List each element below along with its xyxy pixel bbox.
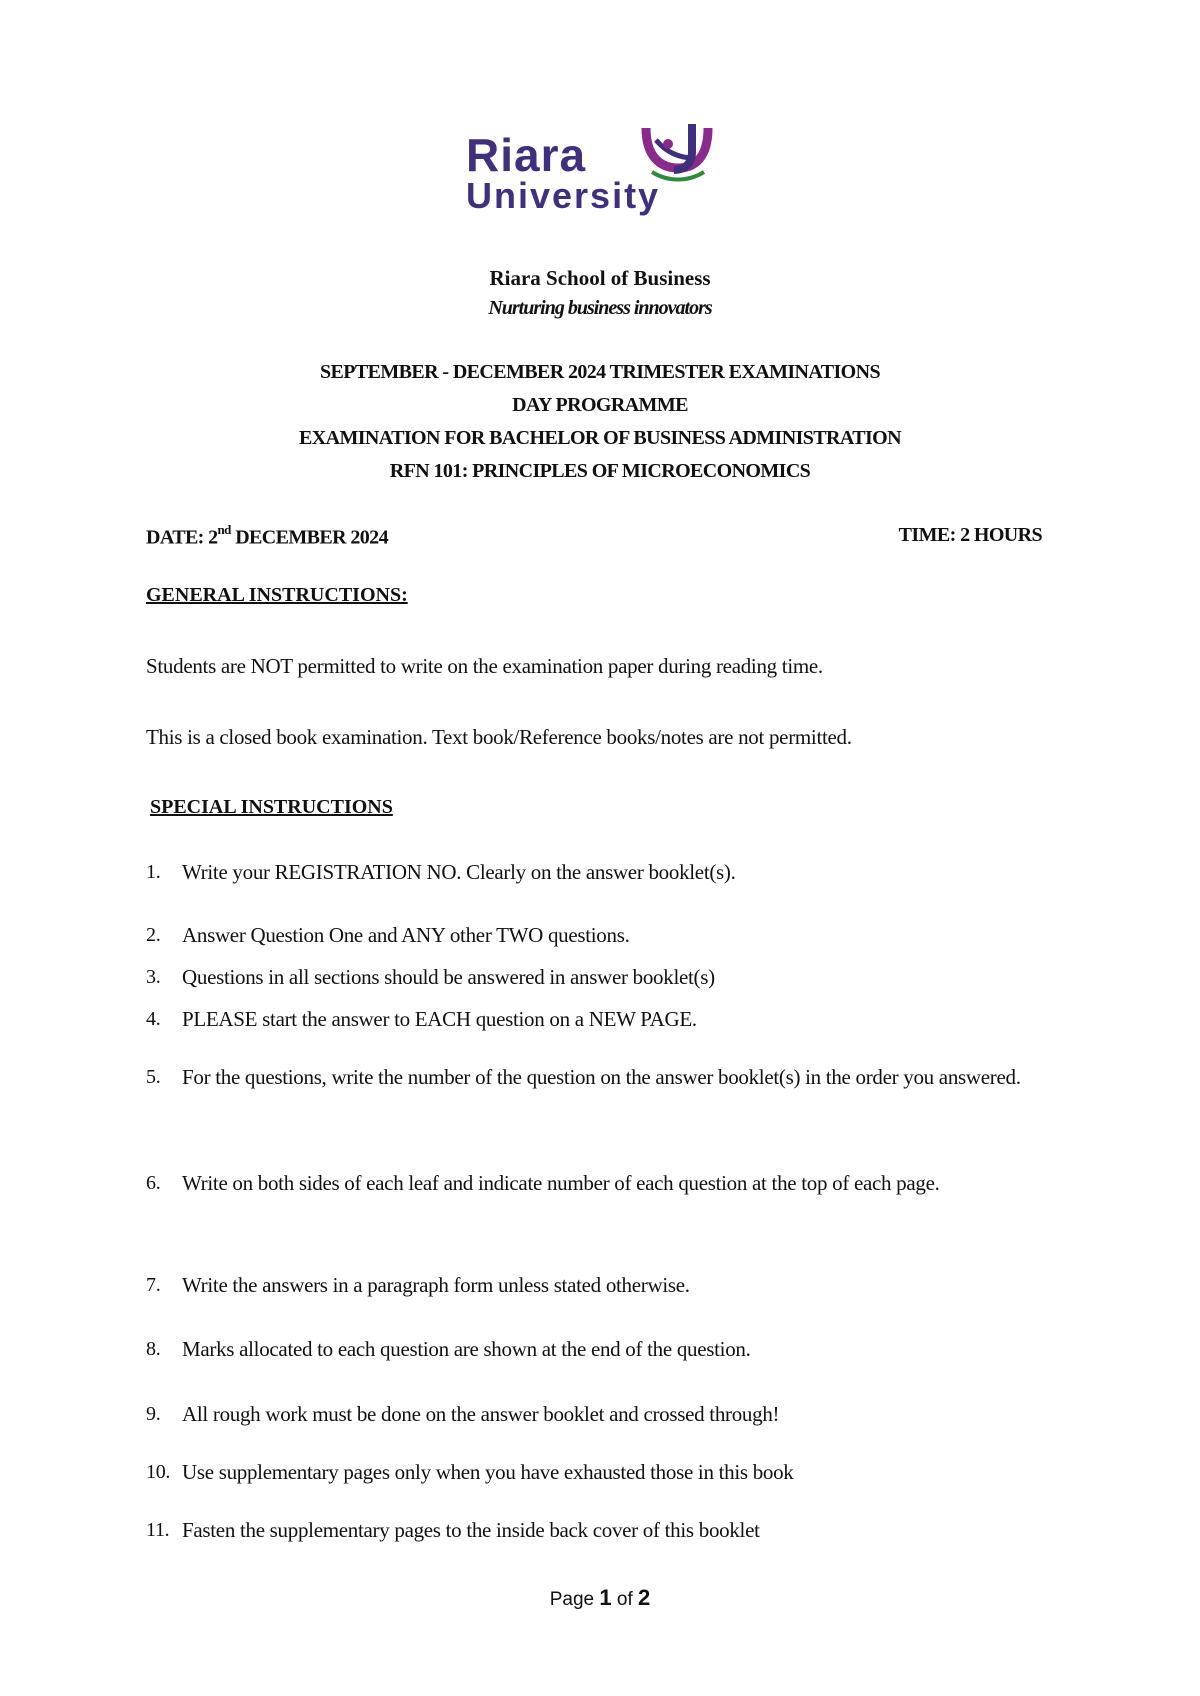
exam-duration: TIME: 2 HOURS <box>898 524 1042 546</box>
page-number: Page 1 of 2 <box>549 1585 651 1610</box>
general-instruction-1: Students are NOT permitted to write on the examination paper during reading time. <box>146 654 823 678</box>
course-title: RFN 101: PRINCIPLES OF MICROECONOMICS <box>389 460 811 482</box>
exam-date: DATE: 2nd DECEMBER 2024 <box>146 522 388 549</box>
special-instruction-item: 8. Marks allocated to each question are shown at the end of the question. <box>146 1337 751 1361</box>
school-name: Riara School of Business <box>489 266 711 290</box>
special-instruction-item: 11. Fasten the supplementary pages to the inside back cover of this booklet <box>146 1518 760 1542</box>
special-instruction-item: 1. Write your REGISTRATION NO. Clearly on the answer booklet(s). <box>146 860 736 884</box>
degree-title: EXAMINATION FOR BACHELOR OF BUSINESS ADMINISTRATION <box>299 427 901 449</box>
special-instruction-item: 9. All rough work must be done on the answer booklet and crossed through! <box>146 1402 780 1426</box>
special-instruction-item: 6. Write on both sides of each leaf and indicate number of each question at the top of each page. <box>146 1171 940 1195</box>
special-instruction-item: 4. PLEASE start the answer to EACH question on a NEW PAGE. <box>146 1007 697 1031</box>
general-instructions-title: GENERAL INSTRUCTIONS: <box>146 584 408 606</box>
general-instruction-2: This is a closed book examination. Text book/Reference books/notes are not permitted. <box>146 725 852 749</box>
special-instruction-item: 7. Write the answers in a paragraph form unless stated otherwise. <box>146 1273 690 1297</box>
exam-session: SEPTEMBER - DECEMBER 2024 TRIMESTER EXAMINATIONS <box>320 361 880 383</box>
school-motto: Nurturing business innovators <box>488 297 712 319</box>
special-instruction-item: 5. For the questions, write the number of the question on the answer booklet(s) in the order you answered. <box>146 1065 1021 1089</box>
logo-riara-text: Riara <box>466 129 587 181</box>
special-instructions-title: SPECIAL INSTRUCTIONS <box>150 796 393 818</box>
university-logo <box>466 122 726 222</box>
logo-university-text: University <box>466 175 661 216</box>
logo-emblem-icon <box>638 122 716 184</box>
special-instruction-item: 2. Answer Question One and ANY other TWO questions. <box>146 923 630 947</box>
special-instruction-item: 10. Use supplementary pages only when you have exhausted those in this book <box>146 1460 794 1484</box>
special-instruction-item: 3. Questions in all sections should be answered in answer booklet(s) <box>146 965 715 989</box>
programme: DAY PROGRAMME <box>512 394 688 416</box>
